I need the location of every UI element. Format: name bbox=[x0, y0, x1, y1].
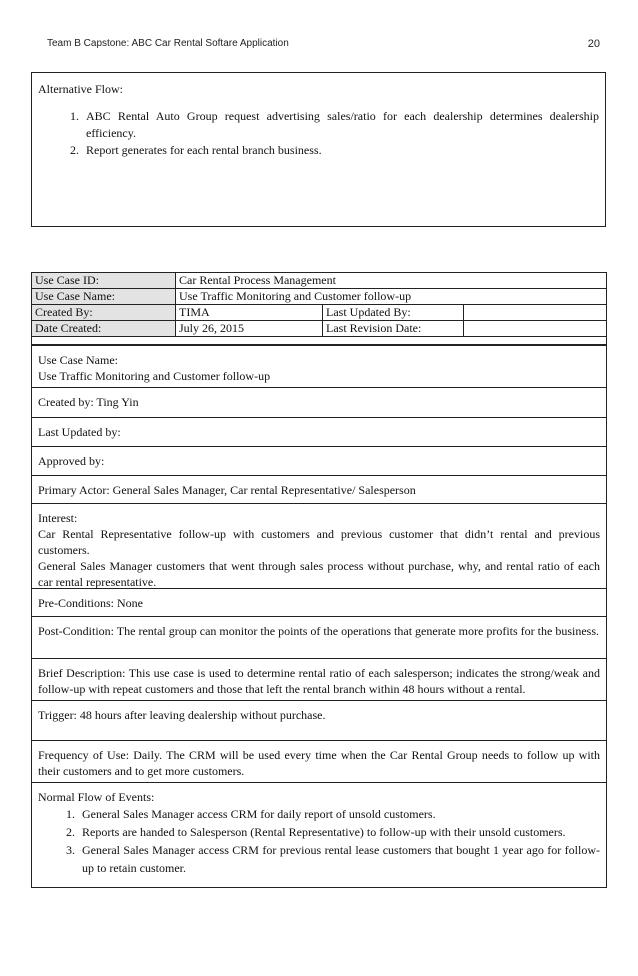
alternative-flow-box bbox=[31, 72, 606, 227]
created-by-row: Created by: Ting Yin bbox=[32, 388, 606, 418]
list-item: 3. General Sales Manager access CRM for previous rental lease customers that bought 1 year ago for follow-up to retain customer. bbox=[78, 841, 600, 877]
post-condition-row: Post-Condition: The rental group can monitor the points of the operations that generate more profits for the business. bbox=[32, 617, 606, 659]
alternative-flow-list bbox=[38, 108, 599, 159]
last-updated-by-value bbox=[464, 305, 607, 321]
alternative-flow-heading: Alternative Flow: bbox=[38, 82, 123, 96]
use-case-id-value: Car Rental Process Management bbox=[176, 273, 607, 289]
list-item: 1. ABC Rental Auto Group request advertising sales/ratio for each dealership determines dealership efficiency. bbox=[82, 108, 599, 142]
interest-heading: Interest: bbox=[38, 511, 78, 525]
use-case-name-text: Use Traffic Monitoring and Customer follow-up bbox=[38, 369, 271, 383]
use-case-name-row bbox=[32, 346, 606, 388]
list-item: 2. Report generates for each rental branch business. bbox=[82, 142, 599, 159]
use-case-detail-table bbox=[31, 345, 607, 888]
normal-flow-heading: Normal Flow of Events: bbox=[38, 790, 155, 804]
document-header-title: Team B Capstone: ABC Car Rental Softare Application bbox=[47, 38, 289, 49]
created-by-label: Created By: bbox=[32, 305, 176, 321]
pre-conditions-row: Pre-Conditions: None bbox=[32, 589, 606, 617]
created-by-value: TIMA bbox=[176, 305, 323, 321]
last-updated-by-label: Last Updated By: bbox=[323, 305, 464, 321]
frequency-of-use-row: Frequency of Use: Daily. The CRM will be used every time when the Car Rental Group needs to follow up with their customers and to get more customers. bbox=[32, 741, 606, 783]
table-divider bbox=[31, 332, 607, 345]
use-case-name-label: Use Case Name: bbox=[32, 289, 176, 305]
table-row bbox=[32, 273, 607, 289]
interest-row bbox=[32, 504, 606, 589]
use-case-name-heading: Use Case Name: bbox=[38, 353, 118, 367]
table-row bbox=[32, 305, 607, 321]
interest-line: General Sales Manager customers that went through sales process without purchase, why, and rental ratio of each car rental representative. bbox=[38, 559, 600, 589]
list-item: 1. General Sales Manager access CRM for daily report of unsold customers. bbox=[78, 805, 600, 823]
date-created-value: July 26, 2015 bbox=[176, 321, 323, 337]
primary-actor-row: Primary Actor: General Sales Manager, Car rental Representative/ Salesperson bbox=[32, 476, 606, 504]
list-item: 2. Reports are handed to Salesperson (Rental Representative) to follow-up with their unsold customers. bbox=[78, 823, 600, 841]
table-row bbox=[32, 289, 607, 305]
use-case-id-label: Use Case ID: bbox=[32, 273, 176, 289]
brief-description-row: Brief Description: This use case is used to determine rental ratio of each salesperson; indicates the strong/weak and follow-up with repeat customers and those that left the rental branch within 48 hours without a rental. bbox=[32, 659, 606, 701]
trigger-row: Trigger: 48 hours after leaving dealership without purchase. bbox=[32, 701, 606, 741]
approved-by-row: Approved by: bbox=[32, 447, 606, 476]
normal-flow-row bbox=[32, 783, 606, 887]
normal-flow-list bbox=[38, 805, 600, 877]
last-revision-date-label: Last Revision Date: bbox=[323, 321, 464, 337]
last-updated-by-row: Last Updated by: bbox=[32, 418, 606, 447]
use-case-meta-table bbox=[31, 272, 607, 337]
page-number: 20 bbox=[587, 38, 600, 50]
interest-line: Car Rental Representative follow-up with customers and previous customer that didn’t rental and previous customers. bbox=[38, 527, 600, 557]
use-case-name-value: Use Traffic Monitoring and Customer follow-up bbox=[176, 289, 607, 305]
date-created-label: Date Created: bbox=[32, 321, 176, 337]
